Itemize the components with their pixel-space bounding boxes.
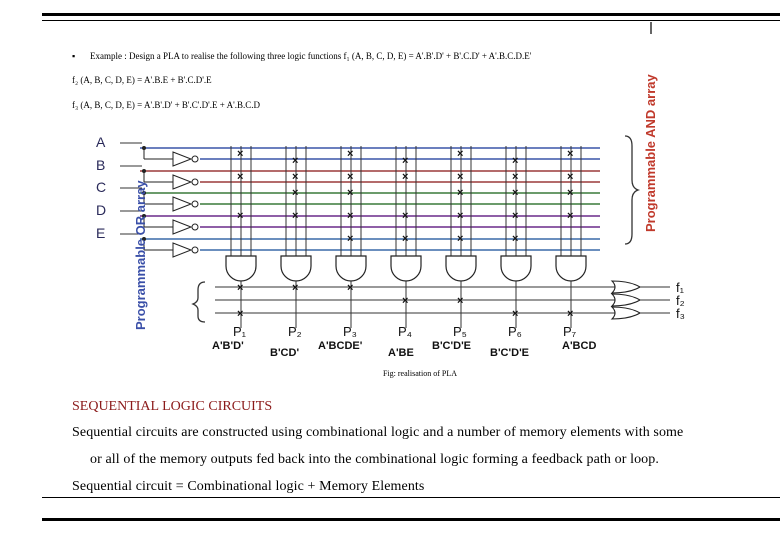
or-fuse-mark: × xyxy=(347,282,354,294)
term-label-bottom: B'CD' xyxy=(270,347,300,359)
and-fuse-mark: × xyxy=(347,171,354,183)
or-gate-icon xyxy=(612,294,640,306)
input-label-c: C xyxy=(96,179,107,195)
output-label: f₂ xyxy=(676,293,685,308)
term-label-top: A'B'D' xyxy=(212,340,244,352)
product-label: P₁ xyxy=(233,324,247,339)
paragraph-line-2: or all of the memory outputs fed back into the combinational logic forming a feedback path or loop. xyxy=(90,452,659,467)
or-fuse-mark: × xyxy=(237,308,244,320)
term-label-top: A'BCD xyxy=(562,340,597,352)
inverter-icon xyxy=(173,197,191,211)
and-fuse-mark: × xyxy=(237,171,244,183)
input-label-d: D xyxy=(96,202,107,218)
paragraph-equation: Sequential circuit = Combinational logic + Memory Elements xyxy=(72,479,425,494)
or-fuse-mark: × xyxy=(402,295,409,307)
and-gate-icon xyxy=(446,256,476,281)
and-fuse-mark: × xyxy=(292,187,299,199)
term-label-bottom: A'BE xyxy=(388,347,414,359)
and-fuse-mark: × xyxy=(512,171,519,183)
and-fuse-mark: × xyxy=(237,148,244,160)
inverter-icon xyxy=(173,175,191,189)
product-label: P₆ xyxy=(508,324,522,339)
inverter-bubble-icon xyxy=(192,179,198,185)
bottom-rule-thick xyxy=(42,518,780,521)
input-label-b: B xyxy=(96,157,106,173)
and-fuse-mark: × xyxy=(402,155,409,167)
and-gate-icon xyxy=(501,256,531,281)
inverter-bubble-icon xyxy=(192,201,198,207)
or-gate-icon xyxy=(612,281,640,293)
inverter-bubble-icon xyxy=(192,156,198,162)
and-fuse-mark: × xyxy=(347,148,354,160)
inverter-icon xyxy=(173,243,191,257)
or-array-brace xyxy=(193,282,205,322)
and-fuse-mark: × xyxy=(347,187,354,199)
product-label: P₂ xyxy=(288,324,302,339)
and-fuse-mark: × xyxy=(512,155,519,167)
product-label: P₅ xyxy=(453,324,467,339)
input-label-a: A xyxy=(96,134,106,150)
and-fuse-mark: × xyxy=(292,155,299,167)
and-gate-icon xyxy=(556,256,586,281)
product-label: P₃ xyxy=(343,324,357,339)
and-fuse-mark: × xyxy=(567,148,574,160)
or-fuse-mark: × xyxy=(237,282,244,294)
or-fuse-mark: × xyxy=(292,282,299,294)
junction-dot xyxy=(142,146,146,150)
function-f3: f₃ (A, B, C, D, E) = A'.B'.D' + B'.C'.D'.E + A'.B.C.D xyxy=(72,100,260,110)
term-label-bottom: B'C'D'E xyxy=(490,347,530,359)
inverter-bubble-icon xyxy=(192,224,198,230)
output-label: f₃ xyxy=(676,306,685,321)
and-array-brace xyxy=(625,136,638,244)
input-label-e: E xyxy=(96,225,106,241)
and-gate-icon xyxy=(336,256,366,281)
or-gate-icon xyxy=(612,307,640,319)
section-heading: SEQUENTIAL LOGIC CIRCUITS xyxy=(72,399,273,414)
and-fuse-mark: × xyxy=(457,233,464,245)
and-fuse-mark: × xyxy=(512,210,519,222)
product-label: P₇ xyxy=(563,324,577,339)
and-array-label: Programmable AND array xyxy=(643,74,658,232)
bullet: ▪ xyxy=(72,51,76,61)
and-fuse-mark: × xyxy=(567,210,574,222)
or-fuse-mark: × xyxy=(457,295,464,307)
term-label-top: B'C'D'E xyxy=(432,340,472,352)
or-fuse-mark: × xyxy=(512,308,519,320)
inverter-bubble-icon xyxy=(192,247,198,253)
output-label: f₁ xyxy=(676,280,684,295)
example-intro: Example : Design a PLA to realise the following three logic functions f₁ (A, B, C, D, E) = A'.B'.D' + B'.C.D' + A'.B.C.D.E' xyxy=(90,51,532,61)
and-fuse-mark: × xyxy=(567,187,574,199)
and-fuse-mark: × xyxy=(402,171,409,183)
or-fuse-mark: × xyxy=(567,308,574,320)
product-label: P₄ xyxy=(398,324,412,339)
and-fuse-mark: × xyxy=(512,233,519,245)
and-fuse-mark: × xyxy=(457,148,464,160)
bottom-rule-thin xyxy=(42,497,780,498)
and-fuse-mark: × xyxy=(512,187,519,199)
and-fuse-mark: × xyxy=(402,233,409,245)
and-fuse-mark: × xyxy=(237,210,244,222)
and-fuse-mark: × xyxy=(347,233,354,245)
and-fuse-mark: × xyxy=(457,171,464,183)
and-fuse-mark: × xyxy=(402,210,409,222)
paragraph-line-1: Sequential circuits are constructed using combinational logic and a number of memory elements with some xyxy=(72,425,684,440)
inverter-icon xyxy=(173,152,191,166)
inverter-icon xyxy=(173,220,191,234)
and-gate-icon xyxy=(281,256,311,281)
and-fuse-mark: × xyxy=(457,187,464,199)
junction-dot xyxy=(142,169,146,173)
and-fuse-mark: × xyxy=(457,210,464,222)
and-gate-icon xyxy=(391,256,421,281)
and-fuse-mark: × xyxy=(292,210,299,222)
figure-caption: Fig: realisation of PLA xyxy=(383,369,457,378)
term-label-top: A'BCDE' xyxy=(318,340,363,352)
and-fuse-mark: × xyxy=(347,210,354,222)
and-fuse-mark: × xyxy=(567,171,574,183)
and-gate-icon xyxy=(226,256,256,281)
and-fuse-mark: × xyxy=(292,171,299,183)
or-array-label: Programmable OR array xyxy=(133,180,148,330)
function-f2: f₂ (A, B, C, D, E) = A'.B.E + B'.C.D'.E xyxy=(72,75,212,85)
